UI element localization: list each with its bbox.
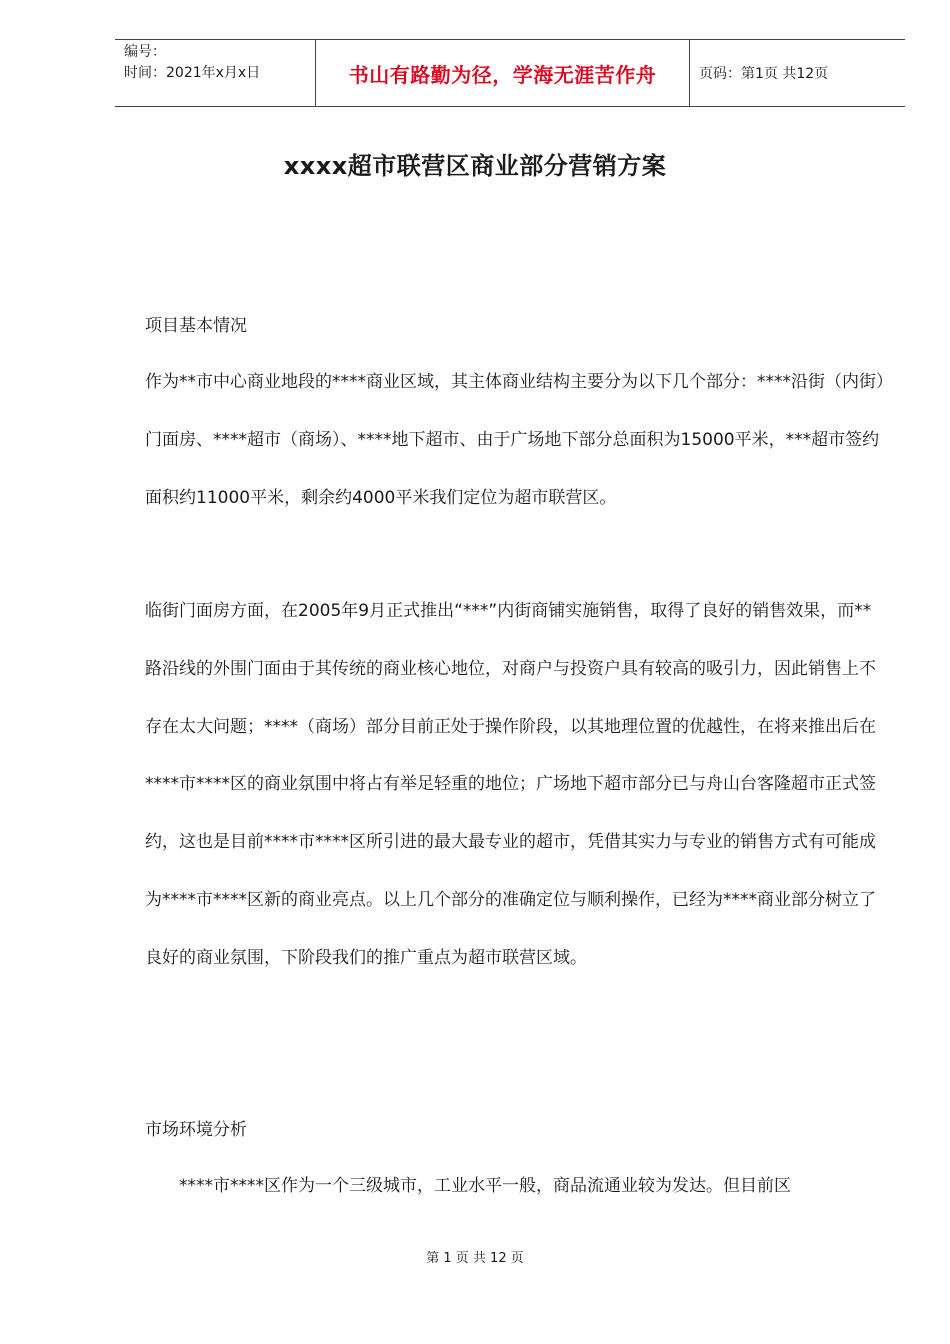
serial-number-label: 编号：: [124, 44, 166, 60]
paragraph-basic-info-2: 临街门面房方面，在2005年9月正式推出“***”内街商铺实施销售，取得了良好的销售效果，而**路沿线的外围门面由于其传统的商业核心地位，对商户与投资户具有较高的吸引力，因此销售上不存在太大问题；****（商场）部分目前正处于操作阶段，以其地理位置的优越性，在将来推出后在****市****区的商业氛围中将占有举足轻重的地位；广场地下超市部分已与舟山台客隆超市正式签约，这也是目前****市****区所引进的最大最专业的超市，凭借其实力与专业的销售方式有可能成为****市****区新的商业亮点。以上几个部分的准确定位与顺利操作，已经为****商业部分树立了良好的商业氛围，下阶段我们的推广重点为超市联营区域。: [145, 601, 876, 968]
motto-text: 书山有路勤为径，学海无涯苦作舟: [348, 62, 657, 87]
paragraph-basic-info-1: 作为**市中心商业地段的****商业区域，其主体商业结构主要分为以下几个部分：****沿街（内街）门面房、****超市（商场）、****地下超市、由于广场地下部分总面积为15000平米，***超市签约面积约11000平米，剩余约4000平米我们定位为超市联营区。: [145, 372, 885, 508]
motto-cell: [316, 40, 690, 106]
header-meta-cell: [115, 40, 316, 106]
section-heading-basic-info: 项目基本情况: [145, 316, 247, 336]
page-info-cell: [690, 40, 905, 106]
paragraph-market-analysis-1: ****市****区作为一个三级城市，工业水平一般，商品流通业较为发达。但目前区: [179, 1176, 791, 1196]
section-heading-market-analysis: 市场环境分析: [145, 1120, 247, 1140]
date-label: 时间：2021年x月x日: [124, 65, 261, 81]
document-title: xxxx超市联营区商业部分营销方案: [283, 152, 667, 180]
page-footer: 第 1 页 共 12 页: [426, 1251, 524, 1266]
header-table: [115, 39, 905, 107]
page-info-text: 页码：第1页 共12页: [699, 66, 829, 82]
